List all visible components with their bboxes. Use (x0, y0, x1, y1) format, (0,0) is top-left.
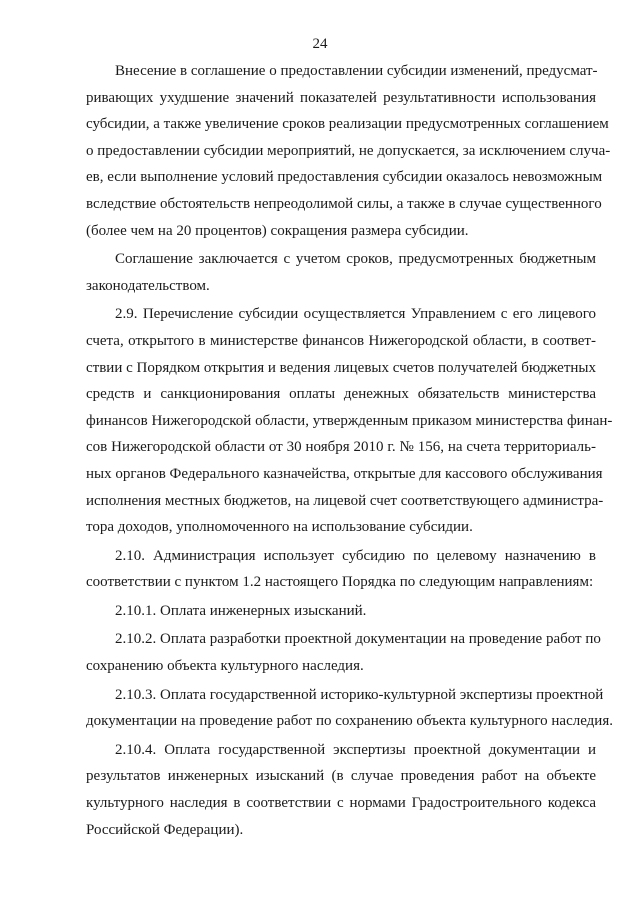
text-line: о предоставлении субсидии мероприятий, не допускается, за исключением случа- (86, 142, 611, 159)
text-line: ривающих ухудшение значений показателей результативности использования (86, 89, 596, 106)
text-line: Соглашение заключается с учетом сроков, предусмотренных бюджетным (115, 251, 596, 268)
paragraph (86, 598, 596, 625)
paragraph (86, 737, 596, 843)
text-line: ев, если выполнение условий предоставления субсидии оказалось невозможным (86, 169, 603, 186)
text-line: тора доходов, уполномоченного на использование субсидии. (86, 519, 473, 536)
text-line: счета, открытого в министерстве финансов Нижегородской области, в соответ- (86, 332, 596, 349)
text-line: исполнения местных бюджетов, на лицевой счет соответствующего администра- (86, 492, 604, 509)
text-line: средств и санкционирования оплаты денежных обязательств министерства (86, 386, 596, 403)
text-line: соответствии с пунктом 1.2 настоящего Порядка по следующим направлениям: (86, 574, 594, 591)
text-line: Российской Федерации). (86, 821, 244, 838)
text-line: 2.10. Администрация использует субсидию по целевому назначению в (115, 547, 596, 564)
text-line: ных органов Федерального казначейства, открытые для кассового обслуживания (86, 465, 603, 482)
text-line: сов Нижегородской области от 30 ноября 2010 г. № 156, на счета территориаль- (86, 439, 596, 456)
text-line: субсидии, а также увеличение сроков реализации предусмотренных соглашением (86, 116, 609, 133)
text-line: 2.10.1. Оплата инженерных изысканий. (115, 602, 367, 619)
text-line: 2.10.4. Оплата государственной экспертизы проектной документации и (115, 741, 596, 758)
text-line: Внесение в соглашение о предоставлении субсидии изменений, предусмат- (115, 63, 598, 79)
text-line: культурного наследия в соответствии с нормами Градостроительного кодекса (86, 795, 596, 812)
text-line: (более чем на 20 процентов) сокращения размера субсидии. (86, 222, 469, 239)
paragraph (86, 543, 596, 596)
paragraph (86, 682, 613, 735)
text-line: 2.10.2. Оплата разработки проектной документации на проведение работ по (115, 631, 601, 648)
text-line: 2.10.3. Оплата государственной историко-культурной экспертизы проектной (115, 686, 604, 703)
text-line: ствии с Порядком открытия и ведения лицевых счетов получателей бюджетных (86, 359, 596, 376)
document-body (86, 58, 613, 845)
text-line: сохранению объекта культурного наследия. (86, 658, 364, 675)
text-line: результатов инженерных изысканий (в случае проведения работ на объекте (86, 768, 596, 785)
text-line: 2.9. Перечисление субсидии осуществляется Управлением с его лицевого (115, 306, 596, 323)
text-line: финансов Нижегородской области, утвержденным приказом министерства финан- (86, 412, 613, 429)
page-number: 24 (312, 36, 328, 52)
paragraph (86, 301, 613, 540)
paragraph (86, 626, 601, 679)
paragraph (86, 246, 596, 299)
text-line: законодательством. (86, 277, 210, 294)
text-line: документации на проведение работ по сохранению объекта культурного наследия. (86, 713, 613, 730)
paragraph (86, 58, 611, 244)
text-line: вследствие обстоятельств непреодолимой силы, а также в случае существенного (86, 195, 602, 212)
